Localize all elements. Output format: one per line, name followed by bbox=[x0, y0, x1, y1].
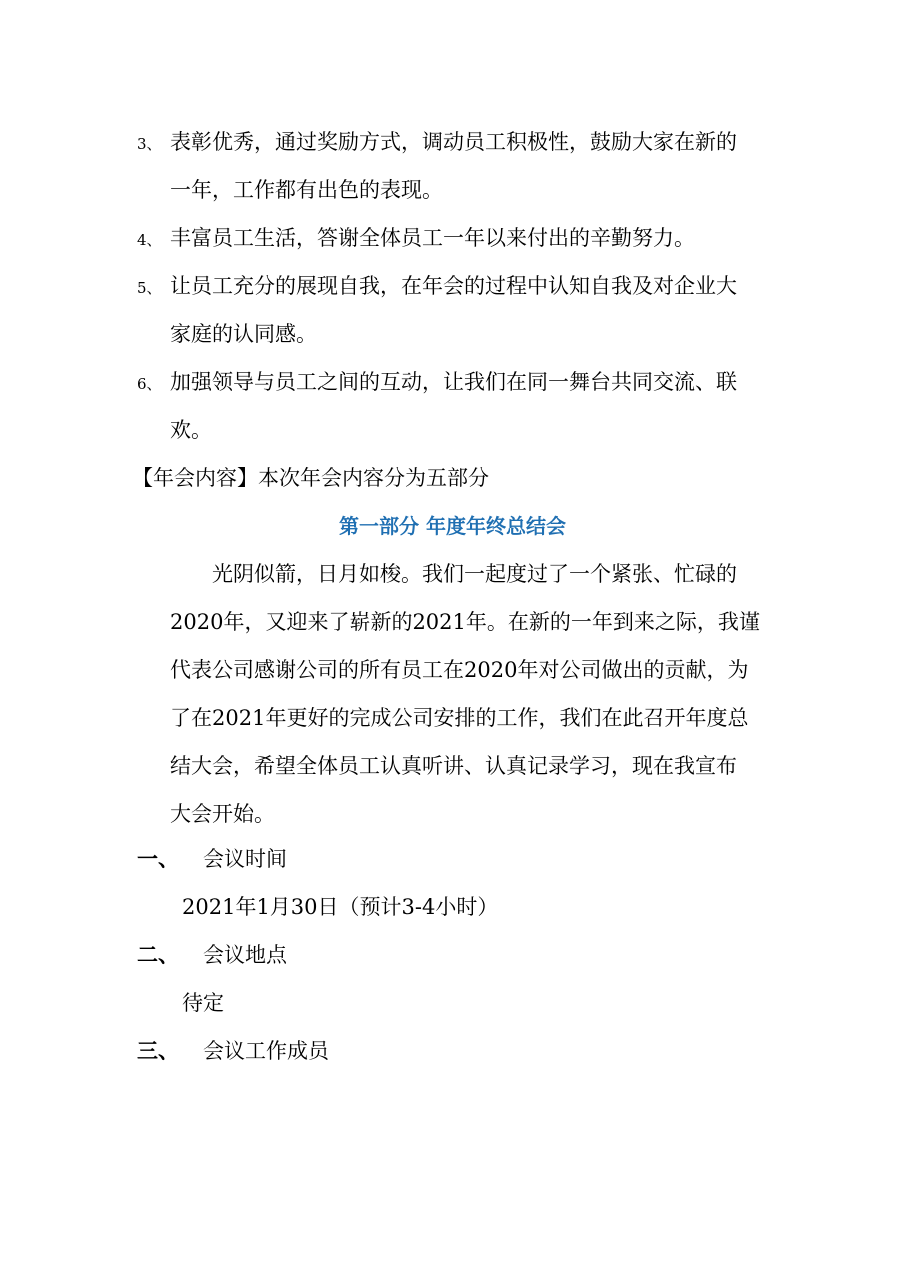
list-number: 6、 bbox=[137, 375, 162, 393]
paragraph-line: 大会开始。 bbox=[170, 802, 275, 826]
section-number: 一、 bbox=[137, 846, 179, 871]
paragraph-line: 代表公司感谢公司的所有员工在2020年对公司做出的贡献，为 bbox=[170, 658, 749, 682]
section-number: 二、 bbox=[137, 942, 179, 967]
list-number: 5、 bbox=[137, 279, 162, 297]
list-item-text: 家庭的认同感。 bbox=[170, 322, 317, 346]
paragraph-line: 了在2021年更好的完成公司安排的工作，我们在此召开年度总 bbox=[170, 706, 749, 730]
list-item-text: 欢。 bbox=[170, 418, 212, 442]
list-item-text: 一年，工作都有出色的表现。 bbox=[170, 178, 443, 202]
part-heading: 第一部分 年度年终总结会 bbox=[339, 514, 566, 538]
list-number: 4、 bbox=[137, 231, 162, 249]
list-item-text: 表彰优秀，通过奖励方式，调动员工积极性，鼓励大家在新的 bbox=[170, 130, 737, 154]
content-intro: 【年会内容】本次年会内容分为五部分 bbox=[132, 466, 489, 490]
paragraph-line: 结大会，希望全体员工认真听讲、认真记录学习，现在我宣布 bbox=[170, 754, 737, 778]
paragraph-line: 光阴似箭，日月如梭。我们一起度过了一个紧张、忙碌的 bbox=[212, 562, 737, 586]
section-detail: 待定 bbox=[182, 991, 224, 1015]
section-title: 会议时间 bbox=[203, 847, 287, 871]
paragraph-line: 2020年，又迎来了崭新的2021年。在新的一年到来之际，我谨 bbox=[170, 610, 760, 634]
list-item-text: 丰富员工生活，答谢全体员工一年以来付出的辛勤努力。 bbox=[170, 226, 695, 250]
section-title: 会议地点 bbox=[203, 943, 287, 967]
list-item-text: 让员工充分的展现自我，在年会的过程中认知自我及对企业大 bbox=[170, 274, 737, 298]
section-detail: 2021年1月30日（预计3-4小时） bbox=[182, 895, 499, 919]
list-number: 3、 bbox=[137, 135, 162, 153]
list-item-text: 加强领导与员工之间的互动，让我们在同一舞台共同交流、联 bbox=[170, 370, 737, 394]
section-number: 三、 bbox=[137, 1038, 179, 1063]
section-title: 会议工作成员 bbox=[203, 1039, 329, 1063]
